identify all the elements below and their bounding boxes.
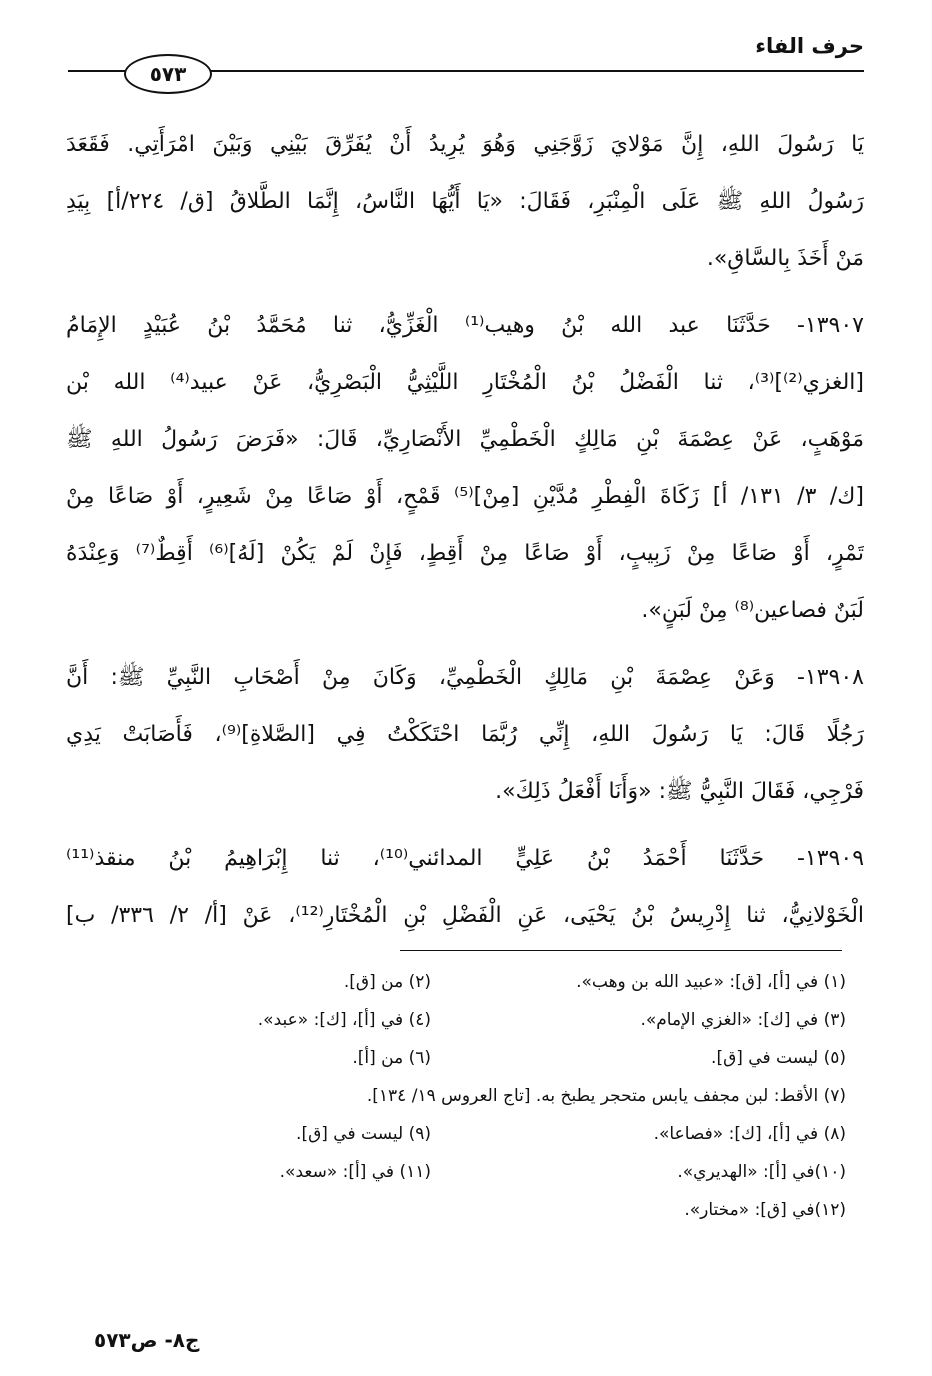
text-line: مَوْهَبٍ، عَنْ عِصْمَةَ بْنِ مَالِكٍ الْخَطْمِيِّ الأَنْصَارِيِّ، قَالَ: «فَرَضَ رَسُولُ اللهِ ﷺ [66,427,864,452]
text-line: الْخَوْلانِيُّ، ثنا إِدْرِيسُ بْنُ يَحْيَى، عَنِ الْفَضْلِ بْنِ الْمُخْتَارِ⁽¹²⁾، عَنْ [أ/ ٢/ ٣٣٦/ ب] [66,903,864,928]
text-line: ١٣٩٠٧- حَدَّثَنَا عبد الله بْنُ وهيب⁽¹⁾ الْغَزِّيُّ، ثنا مُحَمَّدُ بْنُ عُبَيْدٍ الإِمَامُ [66,313,864,338]
page-number-badge: ٥٧٣ [124,54,212,94]
text-line: رَجُلًا قَالَ: يَا رَسُولَ اللهِ، إِنِّي رُبَّمَا احْتَكَكْتُ فِي [الصَّلاةِ]⁽⁹⁾، فَأَصَابَتْ يَدِي [66,722,864,747]
text-line: ١٣٩٠٨- وَعَنْ عِصْمَةَ بْنِ مَالِكٍ الْخَطْمِيِّ، وَكَانَ مِنْ أَصْحَابِ النَّبِيِّ ﷺ: أَنَّ [66,665,864,690]
footnote: (٢) من [ق]. [343,972,431,992]
text-line: مَنْ أَخَذَ بِالسَّاقِ». [706,246,864,271]
text-line: [الغزي⁽²⁾]⁽³⁾، ثنا الْفَضْلُ بْنُ الْمُخْتَارِ اللَّيْثِيُّ الْبَصْرِيُّ، عَنْ عبيد⁽⁴⁾ الله بْن [66,370,864,395]
main-text [66,116,864,944]
footnote: (٦) من [أ]. [352,1048,431,1068]
footnote: (٤) في [أ]، [ك]: «عبد». [257,1010,431,1030]
footnote: (١) في [أ]، [ق]: «عبيد الله بن وهب». [576,972,846,992]
footnote: (٧) الأقط: لبن مجفف يابس متحجر يطبخ به. [تاج العروس ١٩/ ١٣٤]. [366,1086,846,1106]
footnote: (١١) في [أ]: «سعد». [279,1162,431,1182]
footnote-row [80,1156,846,1194]
footnote-row [80,1118,846,1156]
footnote: (١٢)في [ق]: «مختار». [684,1200,846,1220]
chapter-heading: حرف الفاء [755,34,864,58]
footnote-row [80,966,846,1004]
volume-page-reference: ج٨- ص٥٧٣ [94,1328,200,1352]
footnotes [80,966,846,1232]
footnote: (٩) ليست في [ق]. [296,1124,431,1144]
footnote: (٥) ليست في [ق]. [711,1048,846,1068]
footnote-divider [400,950,842,951]
footnote-row [80,1080,846,1118]
text-line: تَمْرٍ، أَوْ صَاعًا مِنْ زَبِيبٍ، أَوْ صَاعًا مِنْ أَقِطٍ، فَإِنْ لَمْ يَكُنْ [لَهُ]⁽⁶⁾ أَقِطٌ⁽⁷⁾ وَعِنْدَهُ [66,541,864,566]
text-line: ١٣٩٠٩- حَدَّثَنَا أَحْمَدُ بْنُ عَلِيٍّ المدائني⁽¹⁰⁾، ثنا إِبْرَاهِيمُ بْنُ منقذ⁽¹¹⁾ [66,846,864,871]
footnote: (١٠)في [أ]: «الهديري». [677,1162,846,1182]
footnote-row [80,1004,846,1042]
footnote-row [80,1042,846,1080]
text-line: يَا رَسُولَ اللهِ، إِنَّ مَوْلايَ زَوَّجَنِي وَهُوَ يُرِيدُ أَنْ يُفَرِّقَ بَيْنِي وَبَيْنَ امْرَأَتِي. فَقَعَدَ [66,132,864,157]
text-line: فَرْجِي، فَقَالَ النَّبِيُّ ﷺ: «وَأَنَا أَفْعَلُ ذَلِكَ». [495,779,864,804]
text-line: لَبَنٌ فصاعين⁽⁸⁾ مِنْ لَبَنٍ». [641,598,864,623]
footnote-row [80,1194,846,1232]
footnote: (٣) في [ك]: «الغزي الإمام». [640,1010,846,1030]
text-line: رَسُولُ اللهِ ﷺ عَلَى الْمِنْبَرِ، فَقَالَ: «يَا أَيُّهَا النَّاسُ، إِنَّمَا الطَّلاقُ [ق/ ٢٢٤/أ] بِيَدِ [66,189,864,214]
text-line: [ك/ ٣/ ١٣١/ أ] زَكَاةَ الْفِطْرِ مُدَّيْنِ [مِنْ]⁽⁵⁾ قَمْحٍ، أَوْ صَاعًا مِنْ شَعِيرٍ، أَوْ صَاعًا مِنْ [66,484,864,509]
footnote: (٨) في [أ]، [ك]: «فصاعا». [653,1124,846,1144]
